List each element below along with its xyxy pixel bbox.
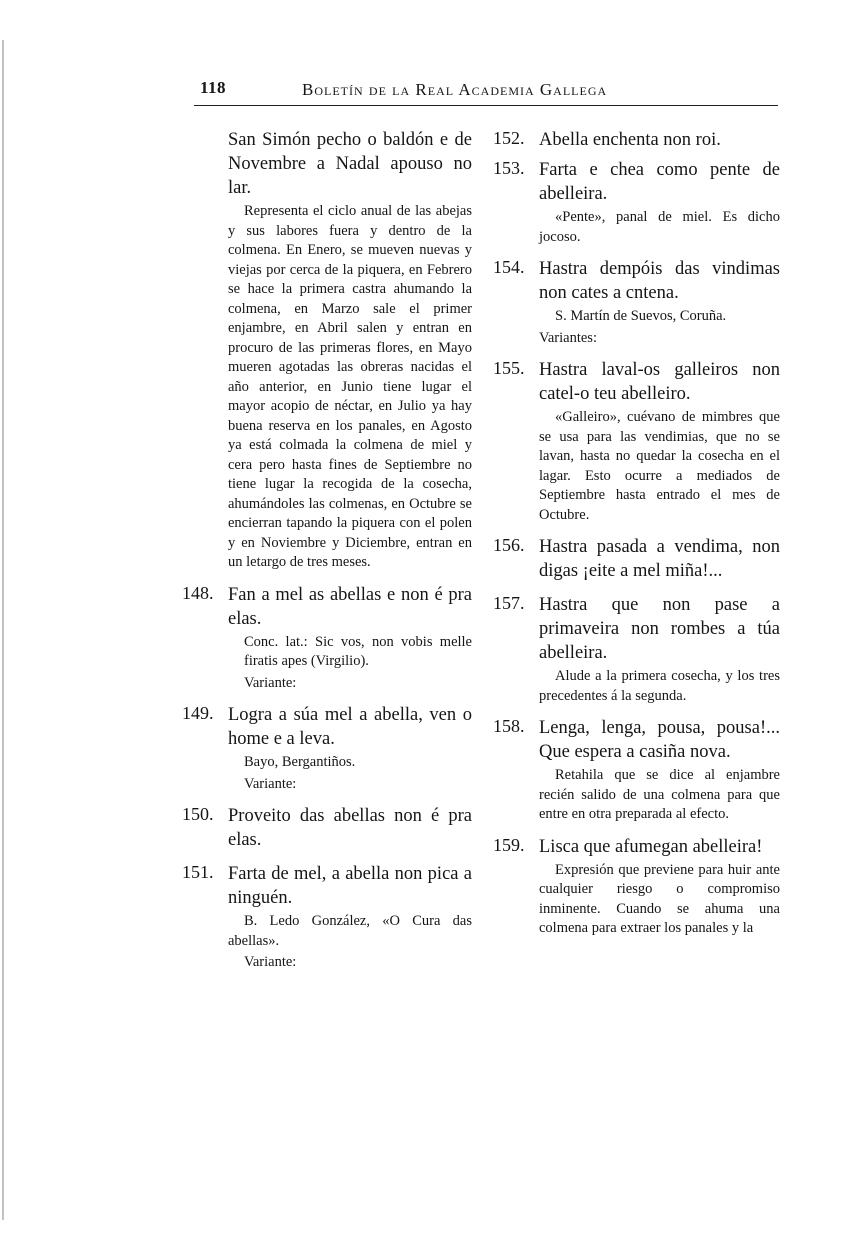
entry-158: [493, 716, 780, 825]
proverb-text: Abella enchenta non roi.: [539, 130, 721, 150]
proverb-text: Lisca que afumegan abelleira!: [539, 836, 763, 857]
proverb-note: Bayo, Bergantiños.: [244, 754, 356, 770]
entry-number: 155.: [493, 358, 525, 378]
entry-intro: [182, 128, 472, 573]
journal-title: Boletín de la Real Academia Gallega: [302, 80, 608, 99]
entry-number: 159.: [493, 834, 525, 855]
entry-151: [182, 862, 472, 973]
variant-label: Variante:: [244, 674, 297, 691]
entry-154: [493, 257, 780, 348]
variant-label: Variante:: [244, 954, 297, 970]
entry-157: [493, 593, 780, 706]
proverb-note: «Galleiro», cuévano de mimbres que se usa para las vendimias, que no se lavan, hasta no quedar la cosecha en el lagar. Esto ocurre a mediados de Septiembre hasta entrado el mes de Octubre.: [539, 409, 780, 523]
proverb-note: S. Martín de Suevos, Coruña.: [555, 308, 727, 324]
entry-148: [182, 583, 472, 694]
entry-number: 149.: [182, 703, 214, 723]
entry-number: 157.: [493, 593, 525, 613]
proverb-text: Fan a mel as abellas e non é pra elas.: [228, 584, 472, 629]
entry-number: 150.: [182, 804, 214, 824]
proverb-text: Hastra dempóis das vindimas non cates a cntena.: [539, 259, 780, 303]
proverb-text: Lenga, lenga, pousa, pousa!... Que espera a casiña nova.: [539, 718, 780, 762]
proverb-note: «Pente», panal de miel. Es dicho jocoso.: [539, 209, 780, 245]
entry-159: [493, 835, 780, 939]
proverb-note: Conc. lat.: Sic vos, non vobis melle firatis apes (Virgilio).: [244, 633, 472, 669]
proverb-note: Representa el ciclo anual de las abejas y sus labores fuera y dentro de la colmena. En Enero, se mueven nuevas y viejas por cerca de la piquera, en Febrero se hace la primera castra ahumando la colmena, en Marzo sale el primer enjambre, en Abril salen y entran en procuro de las primeras flores, en Mayo mueren agotadas las obreras nacidas el año anterior, en Junio tiene lugar el mayor acopio de néctar, en Julio ya hay buena reserva en los panales, en Agosto ya está colmada la colmena de miel y cera pero hasta fines de Septiembre no tiene lugar la recogida de la cosecha, ahumándoles las colmenas, en Octubre se encierran tapando la piquera con el polen y en Noviembre y Diciembre, entran en un letargo de tres meses.: [228, 203, 472, 570]
page-number: 118: [200, 78, 227, 97]
entry-number: 153.: [493, 158, 525, 178]
proverb-text: Farta de mel, a abella non pica a ninguén.: [228, 864, 472, 908]
variant-label: Variantes:: [539, 329, 597, 346]
entry-number: 148.: [182, 582, 214, 603]
entry-number: 152.: [493, 128, 525, 148]
entry-153: [493, 158, 780, 247]
entry-150: [182, 804, 472, 852]
entry-156: [493, 535, 780, 583]
proverb-text: Logra a súa mel a abella, ven o home e a leva.: [228, 705, 472, 749]
variant-label: Variante:: [244, 775, 297, 792]
proverb-text: Hastra que non pase a primaveira non rombes a túa abelleira.: [539, 595, 780, 663]
proverb-text: San Simón pecho o baldón e de Novembre a Nadal apouso no lar.: [228, 130, 472, 198]
entry-152: [493, 128, 780, 152]
proverb-text: Hastra pasada a vendima, non digas ¡eite a mel miña!...: [539, 537, 780, 581]
proverb-note: B. Ledo González, «O Cura das abellas».: [228, 913, 472, 949]
entry-number: 158.: [493, 716, 525, 736]
scan-edge-shadow: [2, 40, 4, 1220]
entry-149: [182, 703, 472, 794]
proverb-text: Proveito das abellas non é pra elas.: [228, 806, 472, 850]
entry-number: 156.: [493, 535, 525, 555]
right-column: [493, 128, 780, 949]
header-rule: [194, 105, 778, 106]
proverb-text: Hastra laval-os galleiros non catel-o teu abelleiro.: [539, 360, 780, 404]
proverb-note: Alude a la primera cosecha, y los tres precedentes á la segunda.: [539, 668, 780, 704]
entry-number: 151.: [182, 862, 214, 882]
running-header: [200, 78, 780, 104]
proverb-note: Expresión que previene para huir ante cualquier riesgo o compromiso inminente. Cuando se ahuma una colmena para extraer los panales y la: [539, 861, 780, 936]
entry-155: [493, 358, 780, 525]
proverb-note: Retahila que se dice al enjambre recién salido de una colmena para que entre en otra preparada al efecto.: [539, 767, 780, 822]
proverb-text: Farta e chea como pente de abelleira.: [539, 160, 780, 204]
left-column: [182, 128, 472, 983]
entry-number: 154.: [493, 257, 525, 277]
